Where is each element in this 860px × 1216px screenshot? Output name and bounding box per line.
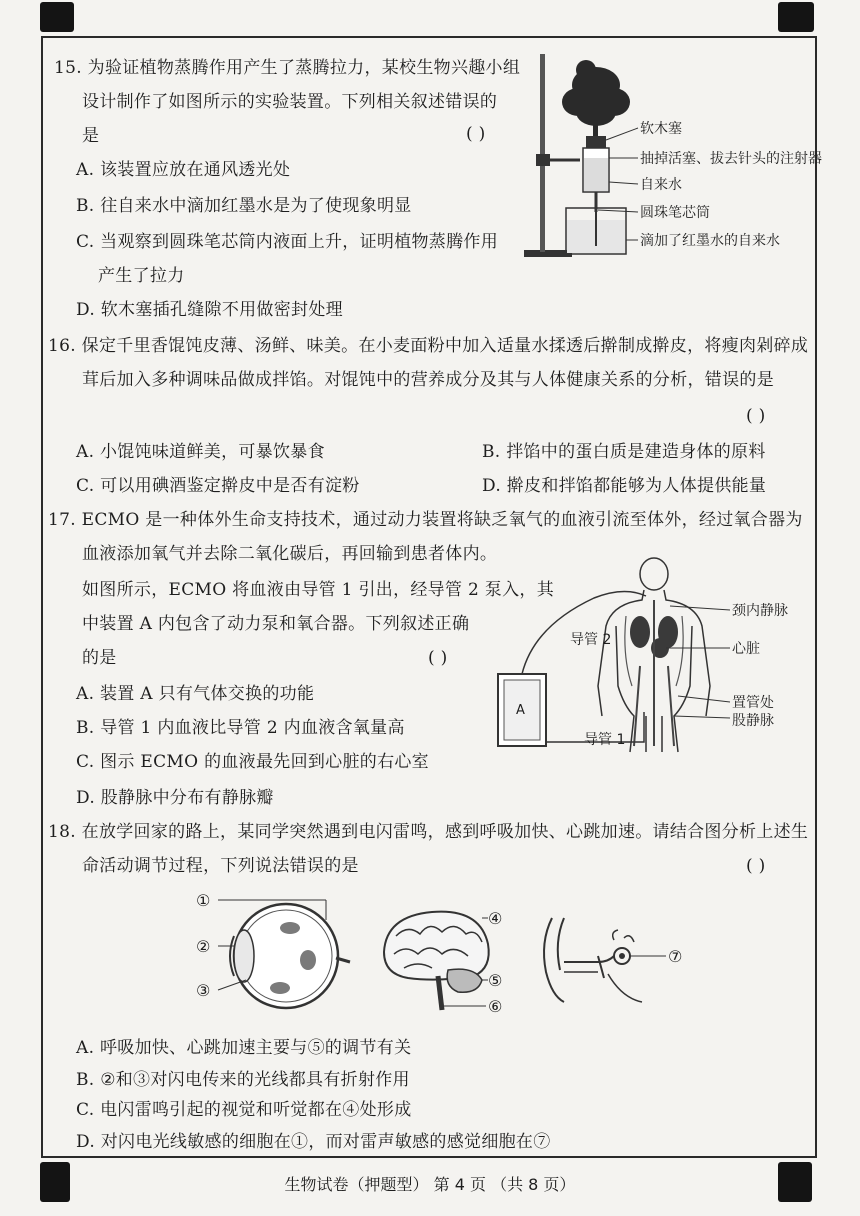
q15-option-d: D. 软木塞插孔缝隙不用做密封处理 <box>76 300 343 320</box>
q17-stem-line1: 17. ECMO 是一种体外生命支持技术，通过动力装置将缺乏氧气的血液引流至体外，经过氧合器为 <box>48 510 803 530</box>
q16-option-c: C. 可以用碘酒鉴定擀皮中是否有淀粉 <box>76 476 360 496</box>
q18-option-a: A. 呼吸加快、心跳加速主要与⑤的调节有关 <box>76 1038 412 1058</box>
q18-label-7: ⑦ <box>668 947 683 966</box>
q17-option-b: B. 导管 1 内血液比导管 2 内血液含氧量高 <box>76 718 405 738</box>
q17-option-d: D. 股静脉中分布有静脉瓣 <box>76 788 274 808</box>
q17-jugular-vein-label: 颈内静脉 <box>732 603 788 619</box>
q17-tube2-label: 导管 2 <box>570 632 612 648</box>
q16-option-d: D. 擀皮和拌馅都能够为人体提供能量 <box>482 476 767 496</box>
q17-tube1-label: 导管 1 <box>584 732 626 748</box>
q16-stem-line2: 茸后加入多种调味品做成拌馅。对馄饨中的营养成分及其与人体健康关系的分析，错误的是 <box>82 370 774 390</box>
q17-heart-label: 心脏 <box>732 641 760 657</box>
q15-label-syringe: 抽掉活塞、拔去针头的注射器 <box>640 151 822 167</box>
q18-label-3: ③ <box>196 981 211 1000</box>
page-footer: 生物试卷（押题型） 第 4 页 （共 8 页） <box>284 1175 576 1194</box>
q15-stem-line3: 是 <box>82 126 100 146</box>
q18-stem-line1: 18. 在放学回家的路上，某同学突然遇到电闪雷鸣，感到呼吸加快、心跳加速。请结合图分析上述生 <box>48 822 809 842</box>
q15-label-red-ink-water: 滴加了红墨水的自来水 <box>640 233 780 249</box>
q15-option-c-line1: C. 当观察到圆珠笔芯筒内液面上升，证明植物蒸腾作用 <box>76 232 499 252</box>
q18-label-1: ① <box>196 891 211 910</box>
q15-label-cork: 软木塞 <box>640 121 682 137</box>
q18-stem-line2: 命活动调节过程，下列说法错误的是 <box>82 856 359 876</box>
q18-label-5: ⑤ <box>488 971 503 990</box>
q18-eye-diagram <box>190 888 350 1018</box>
q17-device-a-label: A <box>516 703 525 718</box>
q18-option-b: B. ②和③对闪电传来的光线都具有折射作用 <box>76 1070 410 1090</box>
q18-answer-paren: ( ) <box>746 856 766 876</box>
q18-label-6: ⑥ <box>488 997 503 1016</box>
q18-label-4: ④ <box>488 909 503 928</box>
q16-stem-line1: 16. 保定千里香馄饨皮薄、汤鲜、味美。在小麦面粉中加入适量水揉透后擀制成擀皮，将瘦肉剁碎成 <box>48 336 809 356</box>
corner-mark-top-left <box>40 2 74 32</box>
q15-option-b: B. 往自来水中滴加红墨水是为了使现象明显 <box>76 196 412 216</box>
q15-stem-line1: 15. 为验证植物蒸腾作用产生了蒸腾拉力，某校生物兴趣小组 <box>54 58 521 78</box>
q16-option-b: B. 拌馅中的蛋白质是建造身体的原料 <box>482 442 766 462</box>
q16-answer-paren: ( ) <box>746 406 766 426</box>
q15-transpiration-apparatus-figure <box>516 50 822 270</box>
q15-option-a: A. 该装置应放在通风透光处 <box>76 160 291 180</box>
q17-option-a: A. 装置 A 只有气体交换的功能 <box>76 684 315 704</box>
q16-option-a: A. 小馄饨味道鲜美，可暴饮暴食 <box>76 442 325 462</box>
q17-femoral-vein-label: 股静脉 <box>732 713 774 729</box>
q17-stem-line2: 血液添加氧气并去除二氧化碳后，再回输到患者体内。 <box>82 544 498 564</box>
q17-answer-paren: ( ) <box>428 648 448 668</box>
q15-label-tap-water: 自来水 <box>640 177 682 193</box>
q17-ecmo-figure <box>494 556 794 756</box>
q17-stem-line5: 的是 <box>82 648 117 668</box>
q17-stem-line3: 如图所示，ECMO 将血液由导管 1 引出，经导管 2 泵入，其 <box>82 580 555 600</box>
q18-ear-diagram <box>538 912 698 1012</box>
q15-answer-paren: ( ) <box>466 124 486 144</box>
q17-insertion-site-label: 置管处 <box>732 695 774 711</box>
corner-mark-top-right <box>778 2 814 32</box>
q18-option-c: C. 电闪雷鸣引起的视觉和听觉都在④处形成 <box>76 1100 412 1120</box>
q17-option-c: C. 图示 ECMO 的血液最先回到心脏的右心室 <box>76 752 429 772</box>
q18-label-2: ② <box>196 937 211 956</box>
q18-option-d: D. 对闪电光线敏感的细胞在①，而对雷声敏感的感觉细胞在⑦ <box>76 1132 551 1152</box>
q15-option-c-line2: 产生了拉力 <box>98 266 185 286</box>
q17-stem-line4: 中装置 A 内包含了动力泵和氧合器。下列叙述正确 <box>82 614 470 634</box>
q18-brain-diagram <box>378 906 518 1016</box>
q15-label-pen-tube: 圆珠笔芯筒 <box>640 205 710 221</box>
q15-stem-line2: 设计制作了如图所示的实验装置。下列相关叙述错误的 <box>82 92 498 112</box>
